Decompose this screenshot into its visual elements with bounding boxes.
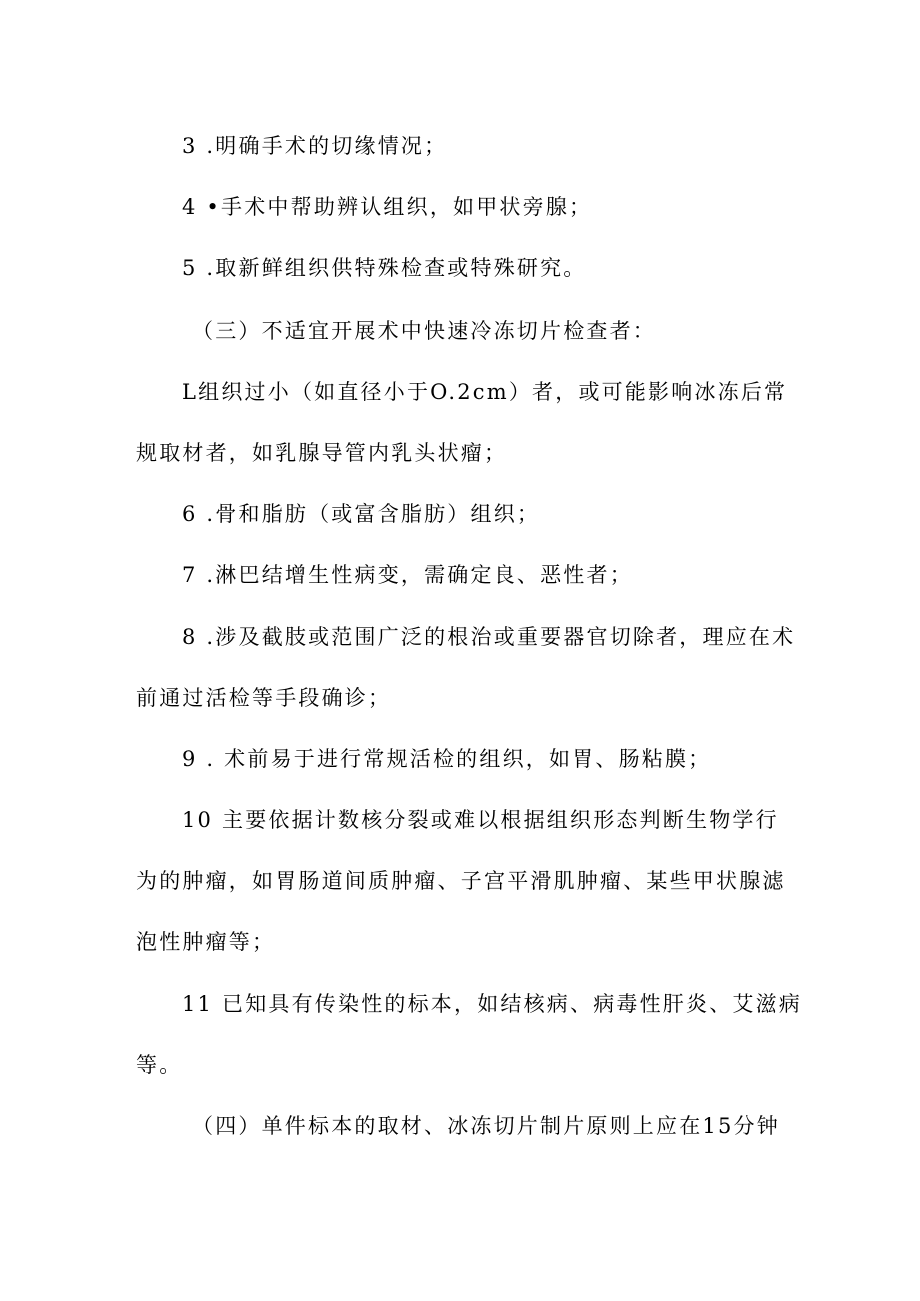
text-line: 等。: [136, 1053, 183, 1077]
text-line: 11 已知具有传染性的标本，如结核病、病毒性肝炎、艾滋病: [182, 992, 802, 1016]
text-line: 8 .涉及截肢或范围广泛的根治或重要器官切除者，理应在术: [182, 625, 796, 649]
text-line: 4 •手术中帮助辨认组织，如甲状旁腺；: [182, 195, 593, 219]
text-line: 7 .淋巴结增生性病变，需确定良、恶性者；: [182, 563, 633, 587]
text-line: 6 .骨和脂肪（或富含脂肪）组织；: [182, 502, 541, 526]
text-line: 9 . 术前易于进行常规活检的组织，如胃、肠粘膜；: [182, 747, 712, 771]
text-line: 规取材者，如乳腺导管内乳头状瘤；: [136, 441, 508, 465]
text-line: 为的肿瘤，如胃肠道间质肿瘤、子宫平滑肌肿瘤、某些甲状腺滤: [136, 869, 786, 893]
text-line: 前通过活检等手段确诊；: [136, 686, 392, 710]
text-line: 10 主要依据计数核分裂或难以根据组织形态判断生物学行: [182, 808, 779, 832]
text-line: L组织过小（如直径小于O.2cm）者，或可能影响冰冻后常: [182, 380, 788, 404]
section-heading: （三）不适宜开展术中快速冷冻切片检查者：: [192, 319, 656, 343]
text-line: 泡性肿瘤等；: [136, 930, 276, 954]
text-line: 5 .取新鲜组织供特殊检查或特殊研究。: [182, 256, 587, 280]
text-line: 3 .明确手术的切缘情况；: [182, 134, 448, 158]
section-heading: （四）单件标本的取材、冰冻切片制片原则上应在15分钟: [192, 1114, 780, 1138]
